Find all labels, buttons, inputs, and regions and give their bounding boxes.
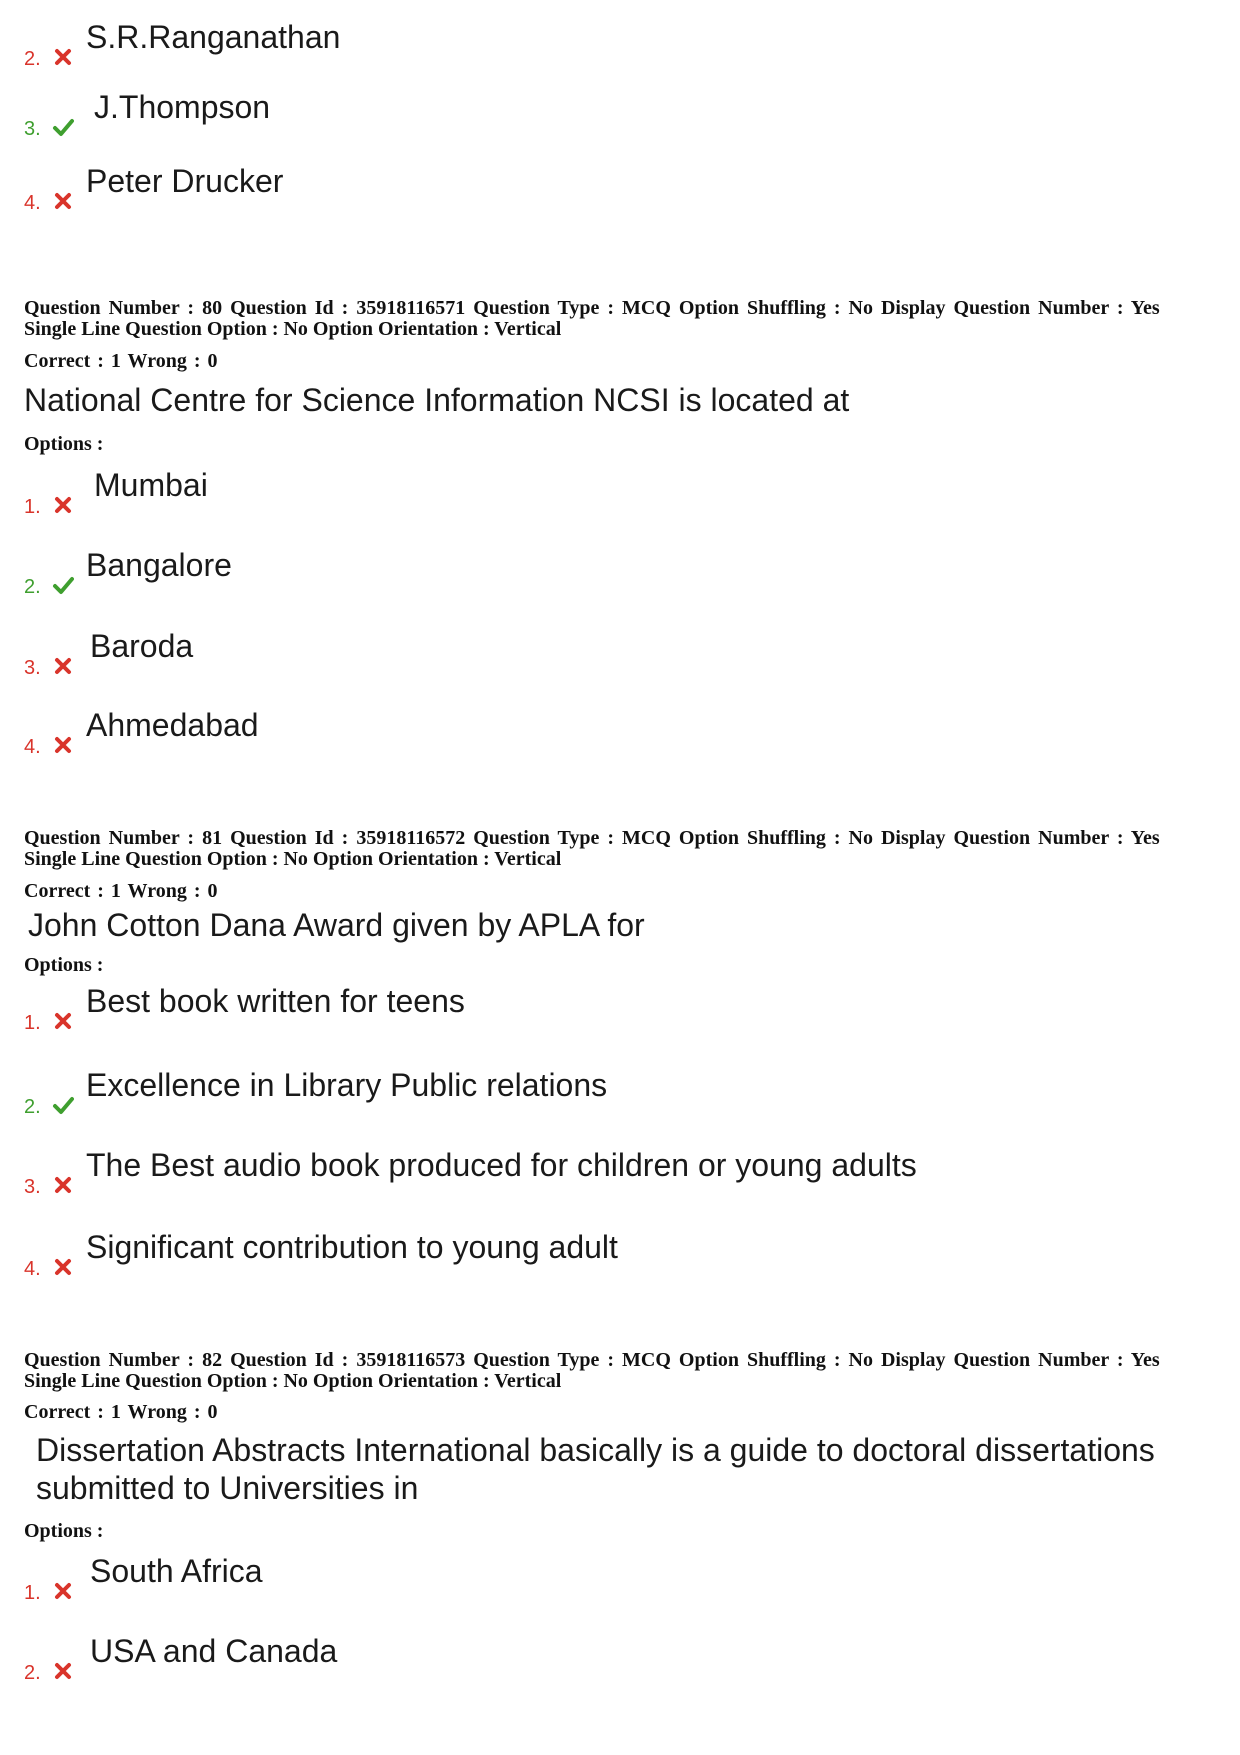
question-meta — [24, 828, 1224, 870]
wrong-cross-icon — [52, 1010, 74, 1032]
option-text: J.Thompson — [94, 89, 271, 125]
options-label: Options : — [24, 1520, 104, 1542]
question-meta — [24, 298, 1224, 340]
option-item — [24, 466, 1124, 518]
question-text: National Centre for Science Information NCSI is located at — [24, 382, 850, 418]
question-meta-line: Question Number : 82 Question Id : 35918116573 Question Type : MCQ Option Shuffling : No Display Question Number : Yes — [24, 1349, 1160, 1371]
option-number: 4. — [24, 192, 41, 214]
wrong-cross-icon — [52, 190, 74, 212]
question-meta-line: Single Line Question Option : No Option Orientation : Vertical — [24, 318, 562, 340]
option-number: 3. — [24, 118, 41, 140]
option-item — [24, 1066, 1124, 1118]
option-number: 4. — [24, 1258, 41, 1280]
score-line: Correct : 1 Wrong : 0 — [24, 350, 218, 372]
option-item — [24, 1228, 1124, 1280]
option-item — [24, 706, 1124, 758]
option-item — [24, 88, 1124, 140]
option-text: The Best audio book produced for children or young adults — [86, 1147, 917, 1183]
option-text: S.R.Ranganathan — [86, 19, 341, 55]
option-number: 2. — [24, 1662, 41, 1684]
question-meta-line: Question Number : 81 Question Id : 35918116572 Question Type : MCQ Option Shuffling : No Display Question Number : Yes — [24, 827, 1160, 849]
option-number: 3. — [24, 1176, 41, 1198]
question-meta — [24, 1350, 1224, 1392]
score-line: Correct : 1 Wrong : 0 — [24, 1401, 218, 1423]
option-number: 3. — [24, 657, 41, 679]
option-text: Best book written for teens — [86, 983, 465, 1019]
wrong-cross-icon — [52, 1256, 74, 1278]
option-text: Mumbai — [94, 467, 208, 503]
option-item — [24, 1552, 1124, 1604]
option-text: Peter Drucker — [86, 163, 284, 199]
option-number: 1. — [24, 1582, 41, 1604]
score-line: Correct : 1 Wrong : 0 — [24, 880, 218, 902]
option-item — [24, 1146, 1124, 1198]
option-number: 1. — [24, 1012, 41, 1034]
wrong-cross-icon — [52, 494, 74, 516]
option-text: Bangalore — [86, 547, 232, 583]
option-item — [24, 162, 1124, 214]
option-text: USA and Canada — [90, 1633, 338, 1669]
option-item — [24, 627, 1124, 679]
option-number: 2. — [24, 48, 41, 70]
correct-check-icon — [52, 574, 74, 596]
wrong-cross-icon — [52, 734, 74, 756]
question-meta-line: Single Line Question Option : No Option Orientation : Vertical — [24, 848, 562, 870]
correct-check-icon — [52, 116, 74, 138]
question-text: John Cotton Dana Award given by APLA for — [28, 907, 645, 943]
option-text: Baroda — [90, 628, 194, 664]
wrong-cross-icon — [52, 1580, 74, 1602]
wrong-cross-icon — [52, 1174, 74, 1196]
option-number: 2. — [24, 1096, 41, 1118]
question-text: Dissertation Abstracts International basically is a guide to doctoral dissertations submitted to Universities in — [36, 1432, 1155, 1506]
options-label: Options : — [24, 954, 104, 976]
question-meta-line: Question Number : 80 Question Id : 35918116571 Question Type : MCQ Option Shuffling : No Display Question Number : Yes — [24, 297, 1160, 319]
option-number: 1. — [24, 496, 41, 518]
wrong-cross-icon — [52, 1660, 74, 1682]
option-item — [24, 1632, 1124, 1684]
option-text: Significant contribution to young adult — [86, 1229, 618, 1265]
option-item — [24, 982, 1124, 1034]
options-label: Options : — [24, 433, 104, 455]
option-number: 2. — [24, 576, 41, 598]
option-text: Ahmedabad — [86, 707, 259, 743]
option-item — [24, 546, 1124, 598]
wrong-cross-icon — [52, 655, 74, 677]
option-item — [24, 18, 1124, 70]
correct-check-icon — [52, 1094, 74, 1116]
question-meta-line: Single Line Question Option : No Option Orientation : Vertical — [24, 1370, 562, 1392]
option-number: 4. — [24, 736, 41, 758]
option-text: South Africa — [90, 1553, 263, 1589]
option-text: Excellence in Library Public relations — [86, 1067, 608, 1103]
wrong-cross-icon — [52, 46, 74, 68]
